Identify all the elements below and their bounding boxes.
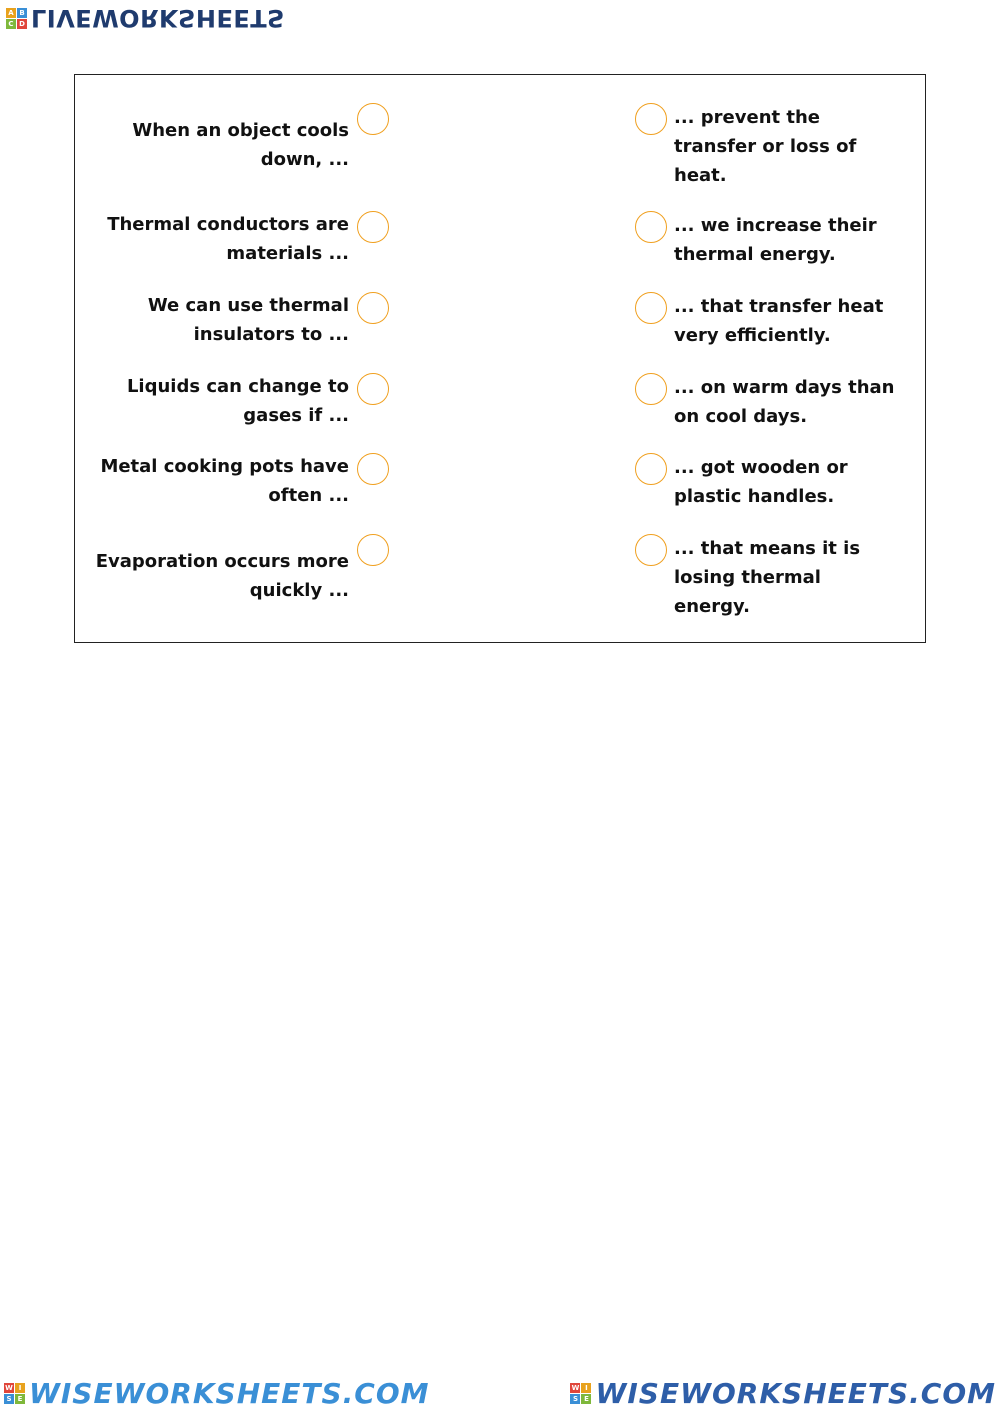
right-item: ... prevent the transfer or loss of heat. [674, 107, 857, 186]
logo-block: I [15, 1383, 25, 1393]
match-dot-left-6[interactable] [357, 534, 389, 566]
left-item: We can use thermal insulators to ... [147, 295, 349, 345]
logo-blocks-icon [6, 8, 27, 29]
match-dot-left-5[interactable] [357, 453, 389, 485]
logo-block: A [6, 8, 16, 18]
logo-blocks-icon [4, 1383, 25, 1404]
match-dot-right-3[interactable] [635, 292, 667, 324]
logo-block: E [581, 1394, 591, 1404]
match-dot-right-2[interactable] [635, 211, 667, 243]
logo-text: LIVEWORKSHEETS [31, 4, 285, 32]
footer-text: WISEWORKSHEETS.COM [29, 1376, 430, 1410]
left-item: When an object cools down, ... [132, 120, 349, 170]
wiseworksheets-logo [4, 1377, 430, 1410]
footer-text: WISEWORKSHEETS.COM [595, 1376, 996, 1410]
left-item: Thermal conductors are materials ... [107, 214, 349, 264]
logo-block: B [17, 8, 27, 18]
right-item: ... we increase their thermal energy. [674, 215, 877, 265]
left-item: Metal cooking pots have often ... [100, 456, 349, 506]
match-dot-left-4[interactable] [357, 373, 389, 405]
logo-block: S [570, 1394, 580, 1404]
logo-block: W [571, 1383, 580, 1392]
logo-blocks-icon [570, 1383, 591, 1404]
match-dot-left-1[interactable] [357, 103, 389, 135]
logo-block: I [581, 1383, 591, 1393]
footer-watermark [0, 1376, 1000, 1410]
logo-block: W [5, 1383, 13, 1392]
match-dot-right-1[interactable] [635, 103, 667, 135]
logo-block: E [15, 1394, 25, 1404]
match-dot-left-3[interactable] [357, 292, 389, 324]
logo-block: S [4, 1394, 14, 1404]
matching-exercise [74, 74, 926, 643]
match-dot-left-2[interactable] [357, 211, 389, 243]
match-dot-right-5[interactable] [635, 453, 667, 485]
liveworksheets-logo [6, 4, 285, 32]
right-item: ... got wooden or plastic handles. [674, 457, 848, 507]
left-item: Liquids can change to gases if ... [126, 376, 349, 426]
logo-block: D [17, 19, 27, 29]
right-item: ... that transfer heat very efficiently. [674, 296, 884, 346]
left-item: Evaporation occurs more quickly ... [95, 551, 349, 601]
logo-block: C [6, 19, 16, 29]
right-item: ... that means it is losing thermal energy. [674, 538, 861, 617]
wiseworksheets-logo [570, 1377, 996, 1410]
right-item: ... on warm days than on cool days. [674, 377, 895, 427]
match-dot-right-6[interactable] [635, 534, 667, 566]
match-dot-right-4[interactable] [635, 373, 667, 405]
